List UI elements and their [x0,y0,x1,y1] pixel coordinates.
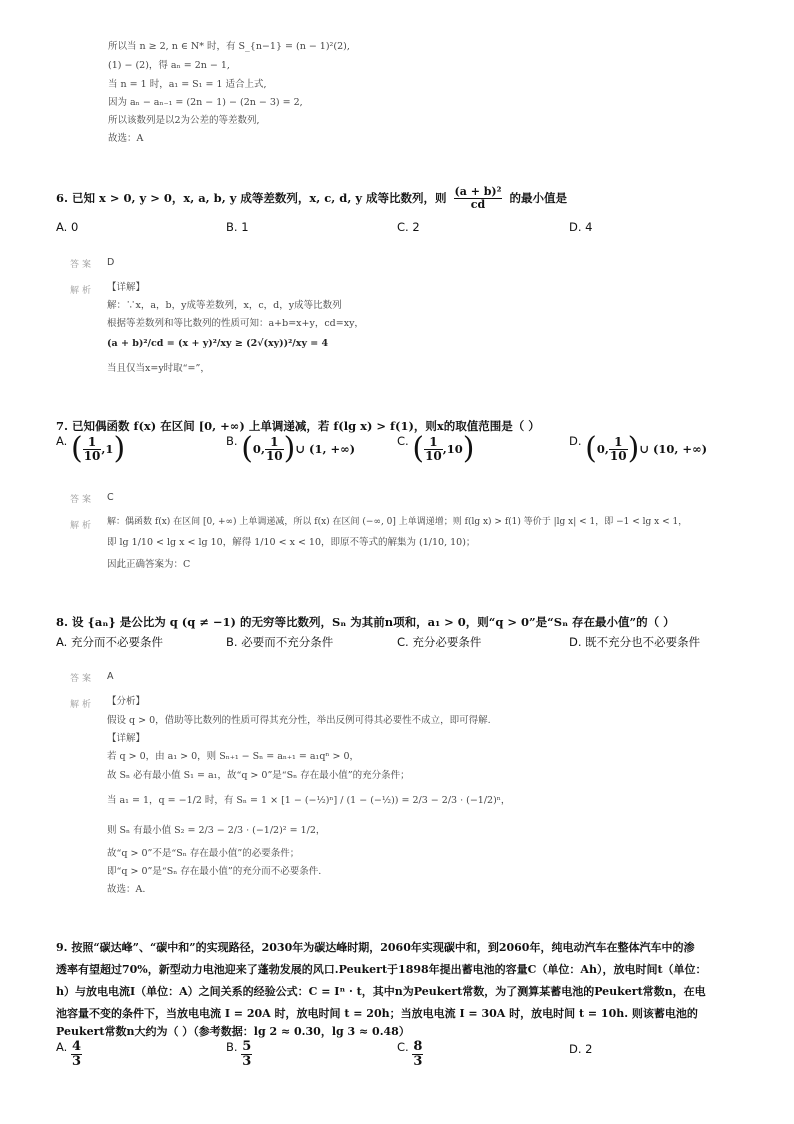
fraction-denominator: 10 [265,448,283,463]
fraction-denominator: 10 [609,448,627,463]
fraction [609,436,628,462]
solution-line: 【详解】 [107,282,146,293]
fraction [412,1040,423,1068]
fraction-denominator: 10 [425,448,442,463]
fraction-numerator: 4 [71,1039,82,1054]
fraction-numerator: 1 [424,436,443,450]
fraction [424,436,443,462]
solution-line: 若 q > 0，由 a₁ > 0，则 Sₙ₊₁ − Sₙ = aₙ₊₁ = a₁qⁿ > 0， [107,751,360,762]
solution-formula: (a + b)²/cd = (x + y)²/xy ≥ (2√(xy))²/xy = 4 [107,338,329,349]
solution-line: 所以该数列是以2为公差的等差数列, [108,115,260,126]
option-letter: A. [56,434,68,448]
question-9-line: 池容量不变的条件下，当放电电流 I = 20A 时，放电时间 t = 20h；当放电电流 I = 30A 时，放电时间 t = 10h. 则该蓄电池的 [56,1007,698,1020]
fraction [241,1040,252,1068]
solution-line: 因为 aₙ − aₙ₋₁ = (2n − 1) − (2n − 3) = 2, [108,97,303,108]
option-letter: A. [56,1040,68,1054]
option-d[interactable]: D. 4 [569,220,593,234]
solution-line: 故“q > 0”不是“Sₙ 存在最小值”的必要条件； [107,848,300,859]
option-d[interactable]: D. 既不充分也不必要条件 [569,635,701,649]
question-9-line: 透率有望超过70%，新型动力电池迎来了蓬勃发展的风口.Peukert于1898年提出蓄电池的容量C（单位：Ah），放电时间t（单位： [56,963,707,976]
option-a[interactable] [56,1040,82,1068]
fraction-numerator: 8 [413,1039,423,1054]
question-8: 8. 设 {aₙ} 是公比为 q (q ≠ −1) 的无穷等比数列，Sₙ 为其前n项和，a₁ > 0，则“q > 0”是“Sₙ 存在最小值”的（ ） [56,615,675,629]
solution-line: 解：∵x，a，b，y成等差数列，x，c，d，y成等比数列 [107,300,342,311]
fraction-denominator: cd [470,197,486,211]
solution-line: 即“q > 0”是“Sₙ 存在最小值”的充分而不必要条件. [107,866,322,877]
solution-line: 则 Sₙ 有最小值 S₂ = 2/3 − 2/3 · (−1/2)² = 1/2， [107,825,326,836]
option-letter: B. [226,1040,238,1054]
option-d[interactable]: D. (0, $\frac{1}{10}$ )∪ (10, +∞) [569,431,708,466]
solution-line: 故选：A [108,133,144,144]
question-9-line: Peukert常数n大约为（ ）（参考数据：lg 2 ≈ 0.30，lg 3 ≈ 0.48） [56,1025,410,1038]
solution-line: 即 lg 1/10 < lg x < lg 10，解得 1/10 < x < 10，即原不等式的解集为 (1/10, 10)； [107,537,476,548]
option-letter: C. [397,1040,409,1054]
question-text: 6. 已知 x > 0, y > 0，x, a, b, y 成等差数列，x, c, d, y 成等比数列，则 [56,191,447,206]
solution-line: 【详解】 [107,733,146,744]
answer-value: C [107,492,114,503]
interval-right: 1 [105,442,114,456]
option-letter: C. [397,434,409,448]
option-a[interactable]: A. 0 [56,220,79,234]
solution-line: 【分析】 [107,696,146,707]
answer-value: A [107,671,114,682]
fraction-denominator: 3 [71,1053,82,1069]
fraction [83,436,102,462]
option-c[interactable] [397,1040,423,1068]
question-text: 的最小值是 [509,191,567,206]
fraction-denominator: 3 [242,1053,252,1069]
option-d[interactable]: D. 2 [569,1042,593,1056]
option-c[interactable]: C. 2 [397,220,420,234]
answer-value: D [107,257,115,268]
interval-left: 0 [596,442,605,456]
analysis-label: 解析 [70,286,95,296]
solution-line: 当且仅当x=y时取“=”， [107,363,210,374]
fraction-numerator: 1 [265,436,284,450]
option-letter: B. [226,434,238,448]
analysis-label: 解析 [70,521,95,531]
analysis-label: 解析 [70,700,95,710]
option-b[interactable]: B. 必要而不充分条件 [226,635,334,649]
option-c[interactable]: C. ( $\frac{1}{10}$ ,10) [397,431,475,466]
option-a[interactable]: A. 充分而不必要条件 [56,635,163,649]
answer-label: 答案 [70,674,95,684]
question-9-line: 9. 按照“碳达峰”、“碳中和”的实现路径，2030年为碳达峰时期，2060年实现碳中和，到2060年，纯电动汽车在整体汽车中的渗 [56,941,695,954]
solution-line: 当 n = 1 时，a₁ = S₁ = 1 适合上式, [108,79,267,90]
solution-line: 所以当 n ≥ 2, n ∈ N* 时，有 S_{n−1} = (n − 1)²(2), [108,41,350,52]
option-b[interactable]: B. 1 [226,220,249,234]
solution-line: 当 a₁ = 1，q = −1/2 时，有 Sₙ = 1 × [1 − (−½)ⁿ] / (1 − (−½)) = 2/3 − 2/3 · (−1/2)ⁿ， [107,795,511,806]
interval-union: ∪ (10, +∞) [639,442,708,456]
question-9-line: h）与放电电流I（单位：A）之间关系的经验公式：C = Iⁿ · t，其中n为Peukert常数，为了测算某蓄电池的Peukert常数n，在电 [56,985,706,998]
option-a[interactable]: A. ( $\frac{1}{10}$ ,1) [56,431,126,466]
fraction [265,436,284,462]
fraction-denominator: 10 [83,448,101,463]
option-letter: D. [569,434,582,448]
fraction [71,1040,82,1068]
solution-line: 故选：A. [107,884,146,895]
solution-line: 假设 q > 0，借助等比数列的性质可得其充分性，举出反例可得其必要性不成立，即可得解. [107,715,491,726]
solution-line: 因此正确答案为：C [107,559,191,570]
fraction-numerator: 1 [609,436,628,450]
question-fraction [454,186,503,210]
interval-right: 10 [446,442,463,456]
interval-union: ∪ (1, +∞) [295,442,356,456]
solution-line: 故 Sₙ 必有最小值 S₁ = a₁，故“q > 0”是“Sₙ 存在最小值”的充分条件； [107,770,410,781]
fraction-numerator: (a + b)² [454,185,502,198]
answer-label: 答案 [70,260,95,270]
solution-line: 解：偶函数 f(x) 在区间 [0, +∞) 上单调递减，所以 f(x) 在区间 (−∞, 0] 上单调递增；则 f(lg x) > f(1) 等价于 |lg x| < 1，即 −1 < lg x < 1， [107,517,688,527]
option-b[interactable]: B. (0, $\frac{1}{10}$ )∪ (1, +∞) [226,431,356,466]
solution-line: 根据等差数列和等比数列的性质可知：a+b=x+y，cd=xy， [107,318,364,329]
question-7: 7. 已知偶函数 f(x) 在区间 [0, +∞) 上单调递减，若 f(lg x) > f(1)，则x的取值范围是（ ） [56,419,540,433]
question-6 [56,186,567,210]
fraction-numerator: 5 [242,1039,252,1054]
interval-left: 0 [252,442,261,456]
solution-line: (1) − (2)，得 aₙ = 2n − 1, [108,60,230,71]
option-b[interactable] [226,1040,252,1068]
fraction-denominator: 3 [413,1053,423,1069]
option-c[interactable]: C. 充分必要条件 [397,635,482,649]
fraction-numerator: 1 [83,436,102,450]
answer-label: 答案 [70,495,95,505]
